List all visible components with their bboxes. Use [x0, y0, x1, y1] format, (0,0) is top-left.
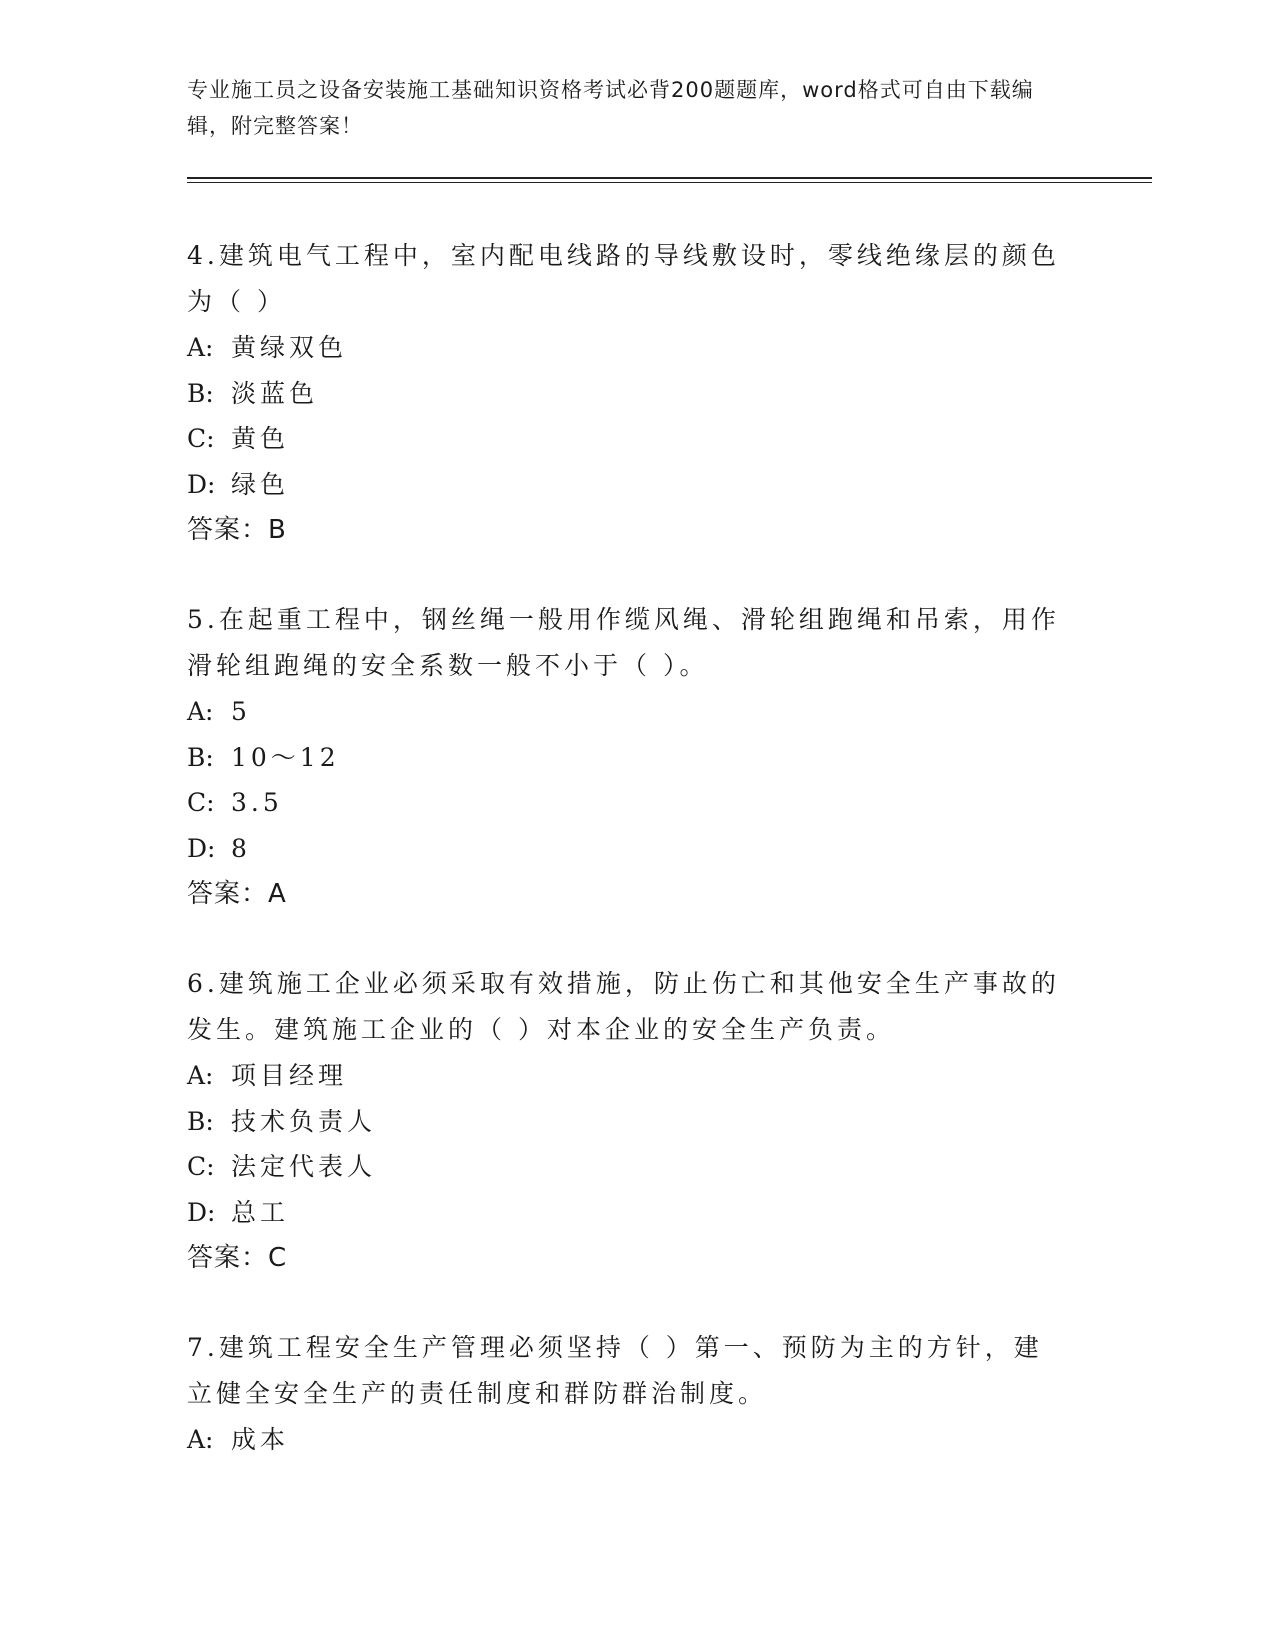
question-6 [187, 961, 1067, 1281]
question-7 [187, 1325, 1067, 1463]
option-value: 10～12 [231, 742, 340, 772]
option-d [187, 462, 1067, 508]
option-value: 5 [231, 697, 251, 726]
answer: 答案：A [187, 879, 287, 909]
question-4 [187, 233, 1067, 553]
option-key: A: [187, 697, 214, 726]
option-key: C: [187, 1152, 215, 1181]
question-text: 5.在起重工程中，钢丝绳一般用作缆风绳、滑轮组跑绳和吊索，用作滑轮组跑绳的安全系数一般不小于（ ）。 [187, 605, 1060, 680]
option-value: 项目经理 [231, 1061, 348, 1090]
option-a [187, 325, 1067, 371]
header-divider-thick [187, 177, 1152, 179]
option-d [187, 1190, 1067, 1236]
option-key: C: [187, 424, 215, 453]
question-text: 7.建筑工程安全生产管理必须坚持（ ）第一、预防为主的方针，建立健全安全生产的责任制度和群防群治制度。 [187, 1333, 1043, 1408]
option-b [187, 1099, 1067, 1145]
option-value: 3.5 [231, 788, 283, 817]
question-text: 4.建筑电气工程中，室内配电线路的导线敷设时，零线绝缘层的颜色为（ ） [187, 241, 1060, 316]
header-divider-thin [187, 182, 1152, 183]
option-key: D: [187, 469, 216, 499]
option-key: A: [187, 1425, 214, 1454]
option-c [187, 416, 1067, 462]
option-value: 法定代表人 [231, 1152, 377, 1181]
option-value: 黄绿双色 [231, 333, 348, 362]
option-value: 绿色 [231, 469, 290, 499]
option-b [187, 735, 1067, 781]
question-text: 6.建筑施工企业必须采取有效措施，防止伤亡和其他安全生产事故的发生。建筑施工企业的（ ）对本企业的安全生产负责。 [187, 969, 1060, 1044]
option-key: C: [187, 788, 215, 817]
option-value: 技术负责人 [231, 1106, 377, 1136]
option-c [187, 780, 1067, 826]
option-value: 黄色 [231, 424, 290, 453]
option-d [187, 826, 1067, 872]
option-value: 8 [231, 833, 251, 863]
option-key: B: [187, 1106, 214, 1136]
option-key: A: [187, 1061, 214, 1090]
option-key: D: [187, 833, 216, 863]
question-5 [187, 597, 1067, 917]
option-value: 总工 [231, 1197, 290, 1227]
answer: 答案：C [187, 1243, 288, 1273]
option-key: B: [187, 378, 214, 408]
option-b [187, 371, 1067, 417]
option-key: A: [187, 333, 214, 362]
document-header: 专业施工员之设备安装施工基础知识资格考试必背200题题库，word格式可自由下载编辑，附完整答案！ [187, 78, 1034, 138]
option-a [187, 1053, 1067, 1099]
answer: 答案：B [187, 515, 287, 545]
option-value: 淡蓝色 [231, 378, 319, 408]
option-a [187, 1417, 1067, 1463]
option-value: 成本 [231, 1425, 290, 1454]
option-c [187, 1144, 1067, 1190]
option-key: D: [187, 1197, 216, 1227]
option-a [187, 689, 1067, 735]
option-key: B: [187, 742, 214, 772]
